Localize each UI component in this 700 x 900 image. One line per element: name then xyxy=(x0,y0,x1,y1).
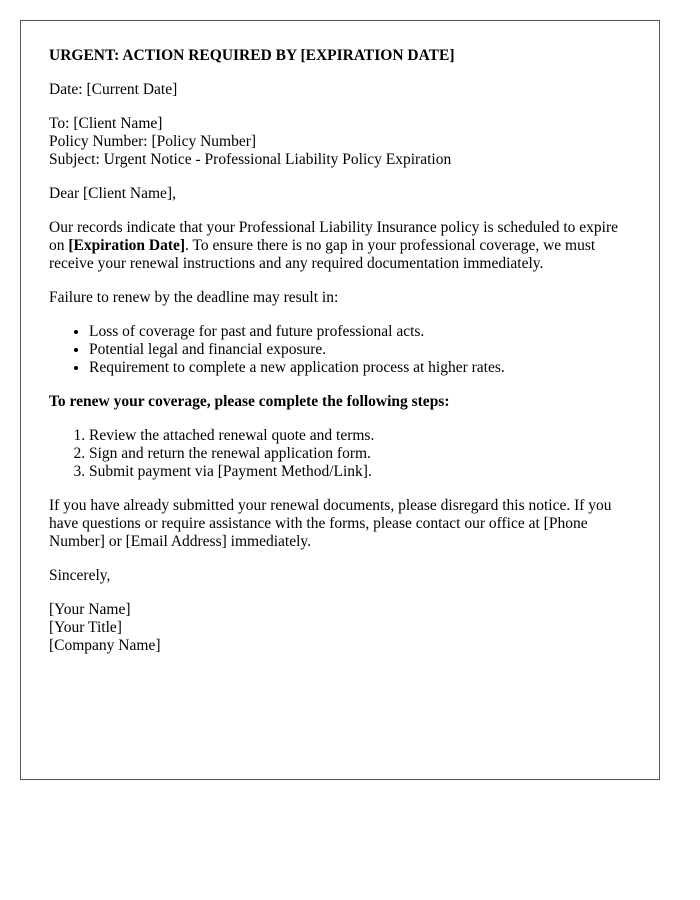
subject-line: Subject: Urgent Notice - Professional Liability Policy Expiration xyxy=(49,151,452,168)
contact-paragraph: If you have already submitted your renewal documents, please disregard this notice. If you have questions or require assistance with the forms, please contact our office at [Phone Number] or [Email Address] immediately. xyxy=(49,497,612,550)
to-line: To: [Client Name] xyxy=(49,115,163,132)
signer-company: [Company Name] xyxy=(49,637,161,654)
letter-headline: URGENT: ACTION REQUIRED BY [EXPIRATION DATE] xyxy=(49,47,455,64)
intro-text-end: . To ensure there is no gap in your professional coverage, we must receive your renewal instructions and any required documentation immediately. xyxy=(49,237,596,272)
closing: Sincerely, xyxy=(49,567,111,584)
steps-list xyxy=(49,427,631,481)
signer-name: [Your Name] xyxy=(49,601,131,618)
list-item: • Potential legal and financial exposure. xyxy=(89,341,631,359)
list-item: 3. Submit payment via [Payment Method/Link]. xyxy=(89,463,631,481)
list-item: 1. Review the attached renewal quote and terms. xyxy=(89,427,631,445)
consequences-intro: Failure to renew by the deadline may result in: xyxy=(49,289,339,306)
intro-paragraph xyxy=(49,219,631,273)
list-item: • Loss of coverage for past and future professional acts. xyxy=(89,323,631,341)
policy-number-line: Policy Number: [Policy Number] xyxy=(49,133,257,150)
salutation: Dear [Client Name], xyxy=(49,185,176,202)
list-item: • Requirement to complete a new application process at higher rates. xyxy=(89,359,631,377)
intro-text-start: Our records indicate that your Professional Liability Insurance policy is scheduled to expire on xyxy=(49,219,619,254)
steps-heading: To renew your coverage, please complete the following steps: xyxy=(49,393,450,410)
date-line: Date: [Current Date] xyxy=(49,81,178,98)
letter-page xyxy=(20,20,660,780)
consequences-list xyxy=(49,323,631,377)
signer-title: [Your Title] xyxy=(49,619,122,636)
signature-block xyxy=(49,601,631,655)
list-item: 2. Sign and return the renewal application form. xyxy=(89,445,631,463)
recipient-block xyxy=(49,115,631,169)
expiration-date-emphasis: [Expiration Date] xyxy=(68,237,186,254)
